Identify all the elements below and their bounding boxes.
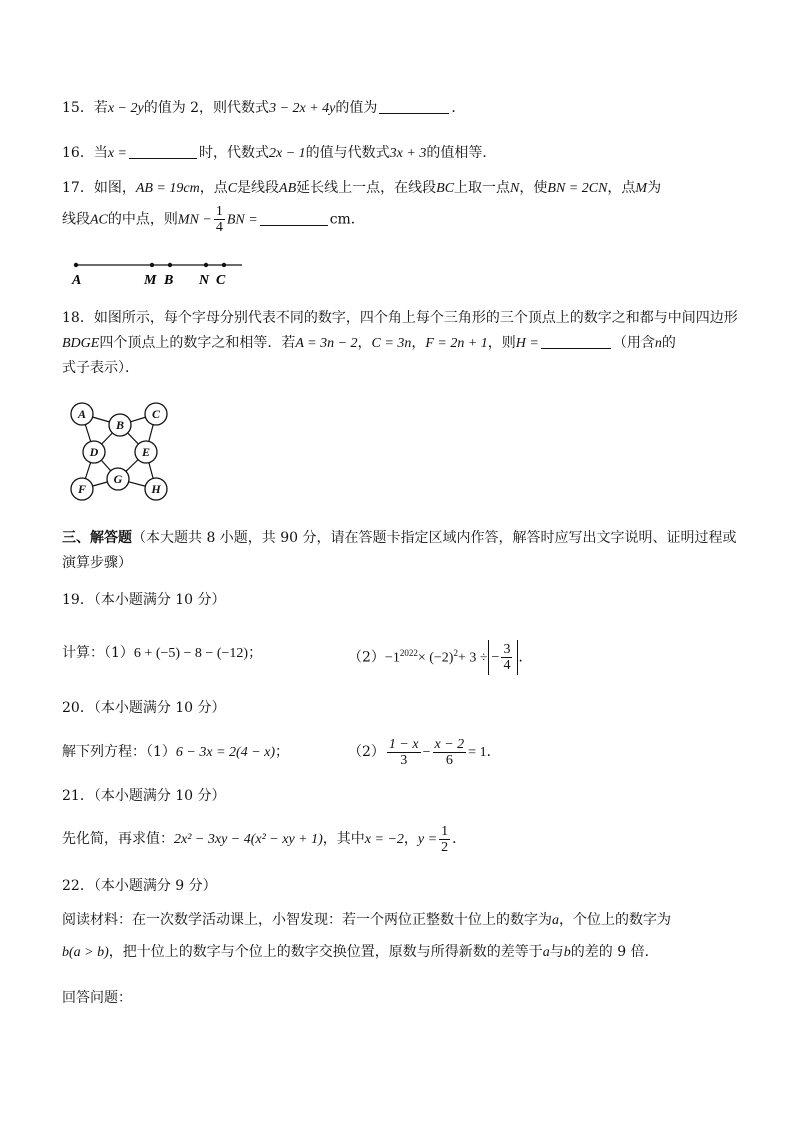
label-c: C — [216, 273, 226, 288]
node-label-e: E — [141, 445, 151, 459]
section-3-title: 三、解答题 — [62, 530, 132, 546]
point-a — [74, 263, 78, 267]
question-19-body: 计算：（1）6 + (−5) − 8 − (−12)； — [62, 645, 263, 661]
point-c — [222, 263, 226, 267]
expr-x-minus-2y: x − 2y — [107, 101, 144, 116]
question-18-line3: 式子表示）． — [62, 360, 139, 376]
question-22-header: 22．（本小题满分 9 分） — [62, 878, 217, 894]
point-b — [168, 263, 172, 267]
answer-blank-18[interactable] — [541, 334, 611, 349]
node-label-f: F — [77, 482, 87, 496]
label-b: B — [164, 273, 174, 288]
label-a: A — [72, 273, 82, 288]
expr-3-2x-4y: 3 − 2x + 4y — [269, 101, 336, 116]
answer-blank-16[interactable] — [129, 144, 197, 159]
point-n — [204, 263, 208, 267]
node-label-h: H — [151, 482, 161, 496]
node-graph-figure — [66, 398, 178, 504]
node-label-g: G — [113, 472, 123, 486]
label-m: M — [144, 273, 157, 288]
question-22-line1: 阅读材料：在一次数学活动课上，小智发现：若一个两位正整数十位上的数字为a，个位上的数字为 — [62, 912, 671, 928]
section-3-desc-line2: 演算步骤） — [62, 555, 132, 571]
question-18-line2: BDGE四个顶点上的数字之和相等．若A = 3n − 2，C = 3n，F = 2n + 1，则H = （用含n的 — [62, 335, 676, 351]
question-21-header: 21．（本小题满分 10 分） — [62, 788, 226, 804]
answer-blank-15[interactable] — [379, 99, 449, 114]
question-20-part2: （2） $\frac{1 - x}{3}$ − $\frac{x - 2}{6}$ = 1． — [348, 736, 501, 768]
node-label-d: D — [89, 445, 99, 459]
question-19-header: 19．（本小题满分 10 分） — [62, 592, 226, 608]
question-21-body: 先化简，再求值：2x² − 3xy − 4(x² − xy + 1)，其中x = −2，y = $\frac{1}{2}$ ． — [62, 823, 467, 855]
point-m — [150, 263, 154, 267]
answer-blank-17[interactable] — [260, 211, 328, 226]
question-22-answer-prompt: 回答问题： — [62, 990, 132, 1006]
question-17-line2: 线段AC的中点，则MN − $\frac{1}{4}$ BN = cm． — [62, 204, 365, 235]
question-16: 16．当x = 时，代数式2x − 1的值与代数式3x + 3的值相等． — [62, 145, 497, 161]
question-15: 15．若x − 2y的值为 2，则代数式3 − 2x + 4y的值为 ． — [62, 100, 466, 116]
segment-figure — [66, 255, 256, 291]
node-label-c: C — [151, 407, 161, 421]
question-20-body: 解下列方程：（1）6 − 3x = 2(4 − x)； — [62, 744, 290, 760]
label-n: N — [199, 273, 210, 288]
question-19-part2: $(2)-1^{2022}\times (-2)^2+ 3$ ÷ − $\frac{3}{4}$ ． — [348, 636, 532, 676]
node-label-a: A — [77, 407, 87, 421]
question-18-line1: 18．如图所示，每个字母分别代表不同的数字，四个角上每个三角形的三个顶点上的数字之和都与中间四边形 — [62, 310, 738, 326]
section-3-header: 三、解答题（本大题共 8 小题，共 90 分，请在答题卡指定区域内作答，解答时应写出文字说明、证明过程或 — [62, 530, 737, 546]
node-label-b: B — [115, 418, 125, 432]
question-20-header: 20．（本小题满分 10 分） — [62, 700, 226, 716]
fraction-one-quarter: $\frac{1}{4}$ — [215, 204, 223, 235]
question-17-line1: 17．如图，AB = 19cm，点C是线段AB延长线上一点，在线段BC上取一点N，使BN = 2CN，点M为 — [62, 180, 662, 196]
question-22-line2: b(a > b)，把十位上的数字与个位上的数字交换位置，原数与所得新数的差等于a与b的差的 9 倍． — [62, 944, 659, 960]
absolute-value: − $\frac{3}{4}$ — [488, 640, 519, 675]
